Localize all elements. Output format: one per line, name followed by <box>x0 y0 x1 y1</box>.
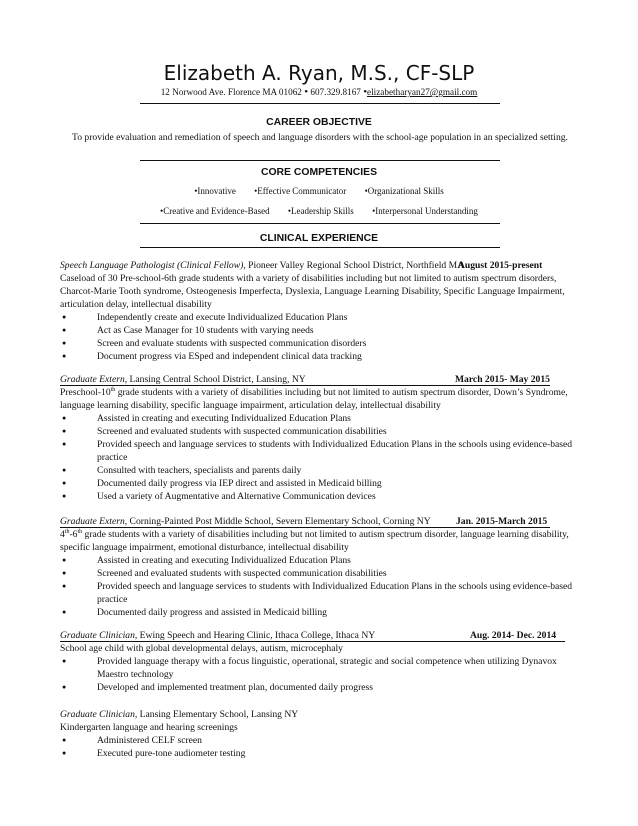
superscript: th <box>110 386 116 393</box>
competency-item: •Leadership Skills <box>287 206 354 216</box>
superscript: th <box>77 528 83 535</box>
job-title: Graduate Extern, <box>60 374 128 385</box>
job-title: Speech Language Pathologist (Clinical Fellow), <box>60 260 246 271</box>
job-header <box>60 373 580 386</box>
job-title: Graduate Extern, <box>60 516 128 527</box>
job-entry-5 <box>60 708 580 760</box>
competencies-row-2 <box>0 205 638 217</box>
list-item: ● Document progress via ESped and independent clinical data tracking <box>60 350 580 363</box>
list-item: ● Provided language therapy with a focus linguistic, operational, strategic and social competence when utilizing Dynavox Maestro technology <box>60 655 580 681</box>
desc-text: -6 <box>69 529 78 540</box>
job-entry-1 <box>60 259 580 363</box>
experience-heading: CLINICAL EXPERIENCE <box>259 233 379 244</box>
email-link[interactable]: elizabetharyan27@gmail.com <box>367 87 478 97</box>
list-item: ● Assisted in creating and executing Individualized Education Plans <box>60 412 580 425</box>
job-org: Pioneer Valley Regional School District, Northfield MA <box>245 260 465 271</box>
job-entry-3 <box>60 515 580 619</box>
list-item: ● Independently create and execute Individualized Education Plans <box>60 311 580 324</box>
job-org: Lansing Elementary School, Lansing NY <box>137 709 299 720</box>
section-divider <box>140 247 500 248</box>
job-description: Caseload of 30 Pre-school-6th grade students with a variety of disabilities including but not limited to autism spectrum disorders, Charcot-Marie Tooth syndrome, Osteogenesis Imperfecta, Dyslexia, Language Learning Disability, Specific Language Impairment, articulation delay, intellectual disability <box>60 273 565 310</box>
section-divider <box>140 160 500 161</box>
job-org: Corning-Painted Post Middle School, Severn Elementary School, Corning NY <box>127 516 431 527</box>
header-divider <box>140 103 500 104</box>
list-item: ● Screen and evaluate students with suspected communication disorders <box>60 337 580 350</box>
job-entry-2 <box>60 373 580 503</box>
header-underline <box>60 641 565 642</box>
header-underline <box>60 385 550 386</box>
competency-item: •Organizational Skills <box>364 186 444 196</box>
separator-dot: • <box>363 86 368 98</box>
job-bullets <box>60 655 580 694</box>
competencies-row-1 <box>0 185 638 197</box>
competencies-heading: CORE COMPETENCIES <box>260 167 378 178</box>
list-item: ● Provided speech and language services to students with Individualized Education Plans in the schools using evidence-based practice <box>60 580 580 606</box>
job-dates: March 2015- May 2015 <box>455 374 550 385</box>
job-description: Kindergarten language and hearing screenings <box>60 722 238 733</box>
job-description <box>60 386 580 412</box>
list-item: ● Screened and evaluated students with suspected communication disabilities <box>60 425 580 438</box>
job-dates: August 2015-present <box>458 260 543 271</box>
job-bullets <box>60 311 580 363</box>
list-item: ● Documented daily progress via IEP direct and assisted in Medicaid billing <box>60 477 580 490</box>
job-header <box>60 259 580 272</box>
job-bullets <box>60 734 580 760</box>
competency-item: •Effective Communicator <box>254 186 347 196</box>
contact-line <box>0 86 638 98</box>
list-item: ● Assisted in creating and executing Individualized Education Plans <box>60 554 580 567</box>
competency-item: •Interpersonal Understanding <box>372 206 478 216</box>
job-bullets <box>60 412 580 503</box>
list-item: ● Screened and evaluated students with suspected communication disabilities <box>60 567 580 580</box>
candidate-name: Elizabeth A. Ryan, M.S., CF-SLP <box>163 61 475 85</box>
separator-dot: • <box>304 86 309 98</box>
list-item: ● Consulted with teachers, specialists and parents daily <box>60 464 580 477</box>
job-title: Graduate Clinician, <box>60 709 138 720</box>
phone: 607.329.8167 <box>310 87 361 97</box>
job-dates: Aug. 2014- Dec. 2014 <box>470 630 557 641</box>
address: 12 Norwood Ave. Florence MA 01062 <box>160 87 302 97</box>
header-underline <box>60 527 550 528</box>
list-item: ● Act as Case Manager for 10 students with varying needs <box>60 324 580 337</box>
job-header <box>60 629 580 642</box>
section-divider <box>140 223 500 224</box>
desc-text: 4 <box>60 529 65 540</box>
list-item: ● Administered CELF screen <box>60 734 580 747</box>
objective-heading: CAREER OBJECTIVE <box>266 117 372 128</box>
desc-text: grade students with a variety of disabilities including but not limited to autism spectrum disorder, Down’s Syndrome, language learning disability, specific language impairment, articulation delay, intellectual disability <box>60 387 568 411</box>
desc-text: grade students with a variety of disabilities including but not limited to autism spectrum disorder, language learning disability, specific language impairment, emotional disturbance, intellectual disability <box>60 529 569 553</box>
list-item: ● Developed and implemented treatment plan, documented daily progress <box>60 681 580 694</box>
list-item: ● Provided speech and language services to students with Individualized Education Plans in the schools using evidence-based practice <box>60 438 580 464</box>
list-item: ● Used a variety of Augmentative and Alternative Communication devices <box>60 490 580 503</box>
desc-text: Preschool-10 <box>60 387 111 398</box>
competency-item: •Innovative <box>194 186 236 196</box>
job-header <box>60 708 580 721</box>
job-header <box>60 515 580 528</box>
job-title: Graduate Clinician, <box>60 630 138 641</box>
list-item: ● Executed pure-tone audiometer testing <box>60 747 580 760</box>
job-org: Lansing Central School District, Lansing, NY <box>127 374 306 385</box>
job-entry-4 <box>60 629 580 694</box>
job-description: School age child with global developmental delays, autism, microcephaly <box>60 643 343 654</box>
list-item: ● Documented daily progress and assisted in Medicaid billing <box>60 606 580 619</box>
objective-text: To provide evaluation and remediation of speech and language disorders with the school-age population in an specialized setting. <box>72 132 568 143</box>
competency-item: •Creative and Evidence-Based <box>160 206 270 216</box>
job-org: Ewing Speech and Hearing Clinic, Ithaca College, Ithaca NY <box>137 630 376 641</box>
job-description <box>60 528 580 554</box>
superscript: th <box>64 528 70 535</box>
job-bullets <box>60 554 580 619</box>
job-dates: Jan. 2015-March 2015 <box>456 516 548 527</box>
